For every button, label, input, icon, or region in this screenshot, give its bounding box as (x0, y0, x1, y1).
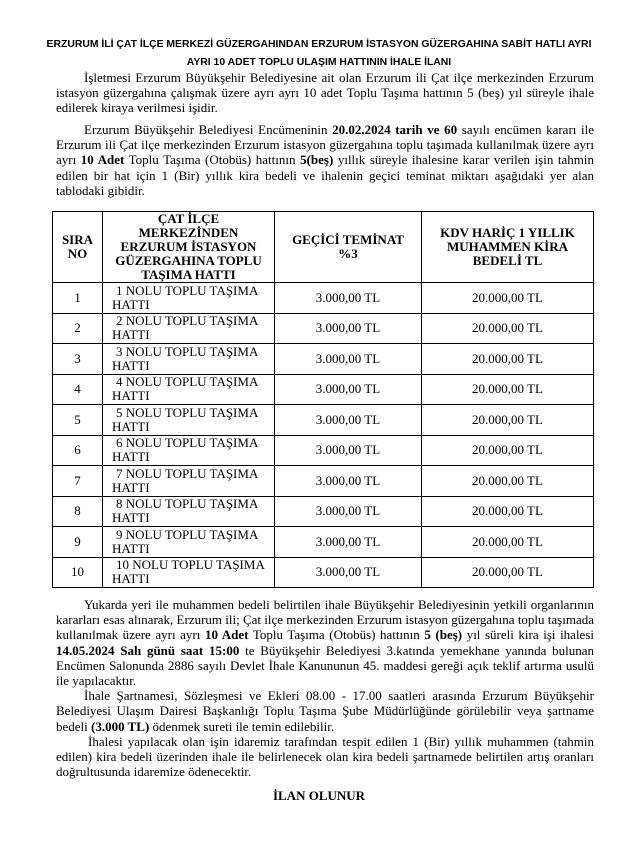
specification-paragraph (56, 688, 594, 734)
council-decision-paragraph (56, 122, 594, 198)
row-line-name (103, 435, 275, 466)
table-row (53, 435, 594, 466)
tender-details (56, 597, 594, 779)
row-no: 1 (53, 283, 103, 314)
title-line-2: AYRI 10 ADET TOPLU ULAŞIM HATTININ İHALE İLANI (186, 57, 452, 68)
row-line-name-part-1: 3 NOLU TOPLU TAŞIMA (116, 343, 259, 359)
decision-years: 5(beş) (300, 152, 334, 168)
row-line-name-part-2: HATTI (112, 540, 150, 556)
intro-paragraph (56, 70, 594, 116)
row-guarantee: 3.000,00 TL (275, 435, 422, 466)
row-no: 8 (53, 496, 103, 527)
row-line-name (103, 557, 275, 588)
row-line-name (103, 344, 275, 375)
document-title (40, 36, 598, 72)
row-line-name-part-1: 1 NOLU TOPLU TAŞIMA (116, 282, 259, 298)
auction-text-d: te Büyükşehir Belediyesi 3.katında yemekhane yanında bulunan Encümen Salonunda 2886 sayılı Devlet İhale Kanununun 45. maddesi gereği açık teklif artırma usulü ile yapılacaktır. (56, 642, 594, 689)
row-line-name-part-1: 5 NOLU TOPLU TAŞIMA (116, 404, 259, 420)
row-rent: 20.000,00 TL (422, 496, 594, 527)
row-line-name-part-2: HATTI (112, 449, 150, 465)
table-body (53, 283, 594, 588)
auction-text-b: Toplu Taşıma (Otobüs) hattının (248, 627, 425, 643)
row-line-name (103, 527, 275, 558)
row-line-name-part-2: HATTI (112, 388, 150, 404)
payment-paragraph (56, 734, 594, 780)
row-line-name-part-1: 6 NOLU TOPLU TAŞIMA (116, 435, 259, 451)
header-line: ÇAT İLÇE MERKEZİNDEN ERZURUM İSTASYON GÜZERGAHINA TOPLU TAŞIMA HATTI (103, 212, 275, 283)
row-no: 7 (53, 466, 103, 497)
table-row (53, 496, 594, 527)
row-line-name (103, 374, 275, 405)
spec-text-b: ödenmek sureti ile temin edilebilir. (149, 718, 335, 734)
row-guarantee: 3.000,00 TL (275, 557, 422, 588)
row-guarantee: 3.000,00 TL (275, 527, 422, 558)
table-row (53, 374, 594, 405)
auction-count: 10 Adet (204, 627, 249, 643)
row-no: 9 (53, 527, 103, 558)
spec-fee: (3.000 TL) (91, 718, 150, 734)
decision-text-b: sayılı encümen kararı ile Erzurum ili Çat ilçe merkezinden Erzurum istasyon güzergahına toplu taşımada kullanılmak üzere ayrı ayrı (56, 122, 594, 168)
table-row (53, 283, 594, 314)
row-line-name (103, 466, 275, 497)
row-no: 5 (53, 405, 103, 436)
header-rent: KDV HARİÇ 1 YILLIK MUHAMMEN KİRA BEDELİ TL (422, 212, 594, 283)
decision-count: 10 Adet (80, 152, 125, 168)
row-no: 6 (53, 435, 103, 466)
row-guarantee: 3.000,00 TL (275, 344, 422, 375)
row-line-name-part-1: 10 NOLU TOPLU TAŞIMA (116, 557, 265, 573)
spec-text-a: İhale Şartnamesi, Sözleşmesi ve Ekleri 08.00 - 17.00 saatleri arasında Erzurum Büyükşehir Belediyesi Ulaşım Dairesi Başkanlığı Toplu Taşıma Şube Müdürlüğünde görülebilir veya şartname bedeli (56, 688, 594, 734)
decision-text-a: Erzurum Büyükşehir Belediyesi Encümeninin (84, 122, 333, 137)
table-header-row (53, 212, 594, 283)
table-row (53, 344, 594, 375)
row-rent: 20.000,00 TL (422, 557, 594, 588)
row-line-name-part-2: HATTI (112, 296, 150, 312)
row-rent: 20.000,00 TL (422, 313, 594, 344)
row-line-name (103, 496, 275, 527)
row-guarantee: 3.000,00 TL (275, 283, 422, 314)
row-rent: 20.000,00 TL (422, 344, 594, 375)
decision-text-d: yıllık süreyle ihalesine karar verilen işin tahmin edilen bir hat için 1 (Bir) yıllık kira bedeli ve ihalenin geçici teminat miktarı aşağıdaki yer alan tablodaki gibidir. (56, 152, 595, 198)
row-line-name (103, 313, 275, 344)
row-line-name-part-1: 7 NOLU TOPLU TAŞIMA (116, 465, 259, 481)
row-line-name-part-2: HATTI (112, 571, 150, 587)
row-line-name-part-1: 9 NOLU TOPLU TAŞIMA (116, 526, 259, 542)
row-guarantee: 3.000,00 TL (275, 496, 422, 527)
row-line-name-part-2: HATTI (112, 327, 150, 343)
row-rent: 20.000,00 TL (422, 435, 594, 466)
row-no: 2 (53, 313, 103, 344)
row-rent: 20.000,00 TL (422, 466, 594, 497)
table-row (53, 466, 594, 497)
header-guarantee: GEÇİCİ TEMİNAT %3 (275, 212, 422, 283)
table-row (53, 313, 594, 344)
table-row (53, 527, 594, 558)
row-guarantee: 3.000,00 TL (275, 374, 422, 405)
row-no: 3 (53, 344, 103, 375)
auction-years: 5 (beş) (424, 627, 463, 643)
row-rent: 20.000,00 TL (422, 283, 594, 314)
header-no: SIRA NO (53, 212, 103, 283)
row-line-name (103, 405, 275, 436)
row-guarantee: 3.000,00 TL (275, 313, 422, 344)
auction-date: 14.05.2024 Salı günü saat 15:00 (56, 642, 240, 658)
row-line-name (103, 283, 275, 314)
decision-date: 20.02.2024 tarih ve 60 (332, 122, 458, 137)
row-rent: 20.000,00 TL (422, 527, 594, 558)
row-no: 4 (53, 374, 103, 405)
row-line-name-part-1: 4 NOLU TOPLU TAŞIMA (116, 374, 259, 390)
row-guarantee: 3.000,00 TL (275, 466, 422, 497)
auction-paragraph (56, 597, 594, 688)
title-line-1: ERZURUM İLİ ÇAT İLÇE MERKEZİ GÜZERGAHINDAN ERZURUM İSTASYON GÜZERGAHINA SABİT HATLI AYRI (46, 39, 592, 50)
tender-table (52, 211, 594, 588)
row-rent: 20.000,00 TL (422, 374, 594, 405)
payment-text: İhalesi yapılacak olan işin idaremiz tarafından tespit edilen 1 (Bir) yıllık muhammen (tahmin edilen) kira bedeli üzerinden ihale ile belirlenecek olan kira bedeli şartnamede belirtilen artış oranları doğrultusunda idaremize ödenecektir. (56, 733, 594, 780)
row-line-name-part-2: HATTI (112, 479, 150, 495)
row-line-name-part-2: HATTI (112, 357, 150, 373)
row-line-name-part-2: HATTI (112, 510, 150, 526)
row-guarantee: 3.000,00 TL (275, 405, 422, 436)
table-row (53, 557, 594, 588)
row-no: 10 (53, 557, 103, 588)
decision-text-c: Toplu Taşıma (Otobüs) hattının (124, 152, 301, 168)
auction-text-c: yıl süreli kira işi ihalesi (462, 627, 595, 643)
row-rent: 20.000,00 TL (422, 405, 594, 436)
auction-text-a: Yukarda yeri ile muhammen bedeli belirtilen ihale Büyükşehir Belediyesinin yetkili organlarının kararları esas alınarak, Erzurum ili; Çat ilçe merkezinden Erzurum istasyon güzergahına toplu taşımada kullanılmak üzere ayrı ayrı (56, 597, 594, 643)
row-line-name-part-2: HATTI (112, 418, 150, 434)
intro-text: İşletmesi Erzurum Büyükşehir Belediyesine ait olan Erzurum ili Çat ilçe merkezinden Erzurum istasyon güzergahına çalışmak üzere ayrı ayrı 10 adet Toplu Taşıma hattının 5 (beş) yıl süreyle ihale edilerek kiraya verilmesi işidir. (56, 70, 594, 116)
row-line-name-part-1: 8 NOLU TOPLU TAŞIMA (116, 496, 259, 512)
table-row (53, 405, 594, 436)
closing-statement: İLAN OLUNUR (272, 788, 366, 803)
row-line-name-part-1: 2 NOLU TOPLU TAŞIMA (116, 313, 259, 329)
